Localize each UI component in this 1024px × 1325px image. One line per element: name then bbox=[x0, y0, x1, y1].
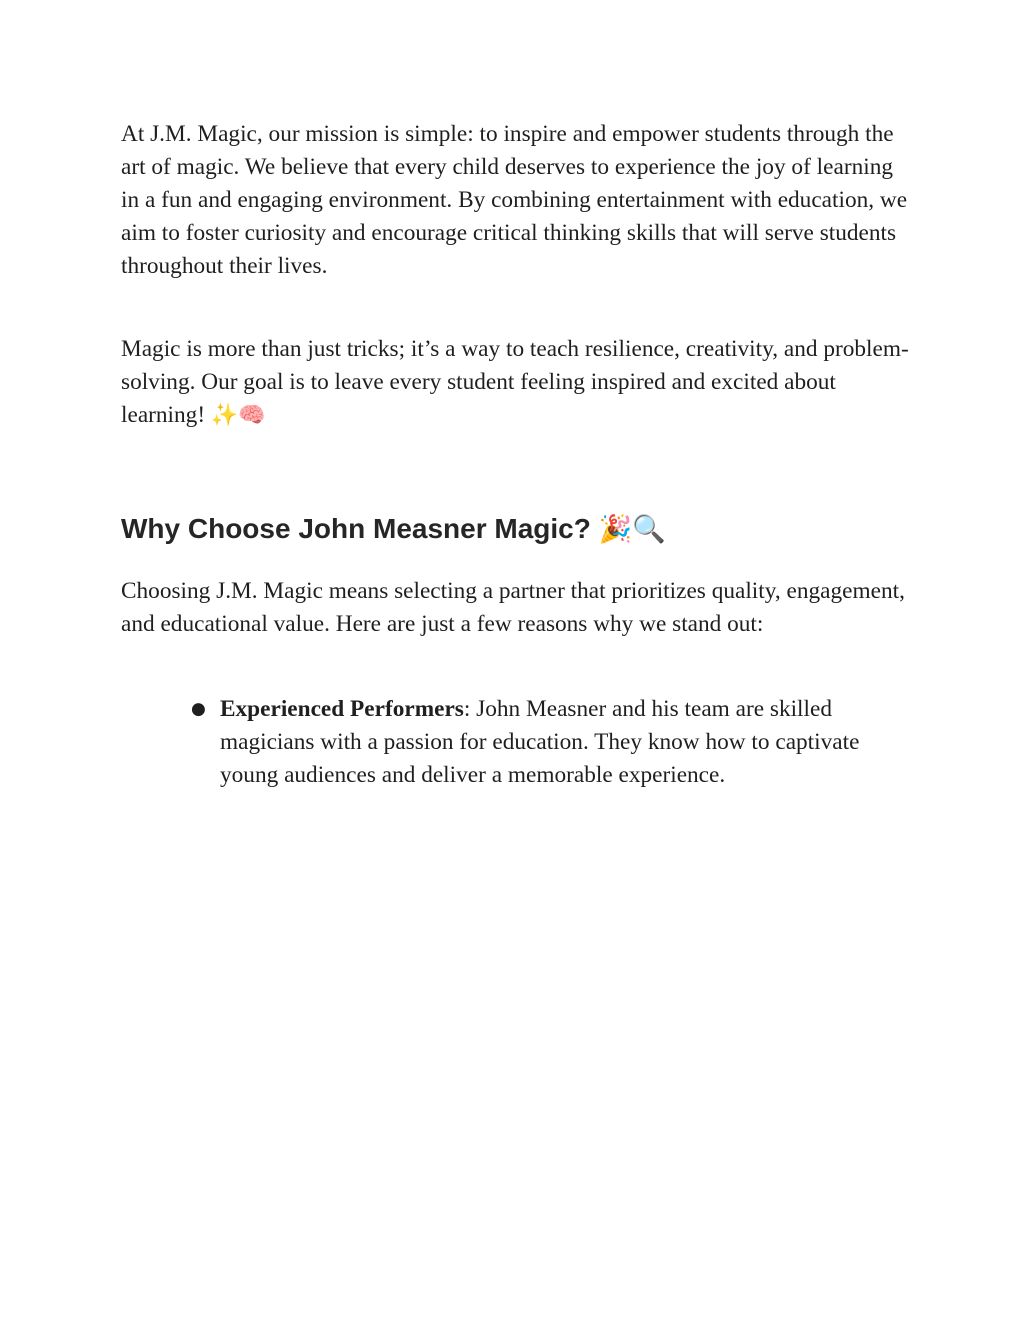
list-item-text: : John Measner and his team are skilled magicians with a passion for education. They know how to captivate young audiences and deliver a memorable experience. bbox=[220, 696, 860, 788]
section-intro-paragraph: Choosing J.M. Magic means selecting a partner that prioritizes quality, engagement, and educational value. Here are just a few reasons why we stand out: bbox=[121, 578, 905, 637]
section-heading-text: Why Choose John Measner Magic? bbox=[121, 513, 599, 544]
list-item-term: Experienced Performers bbox=[220, 696, 464, 722]
party-popper-magnifier-icon: 🎉🔍 bbox=[598, 514, 666, 545]
section-heading bbox=[121, 511, 911, 548]
magic-more-paragraph bbox=[121, 333, 911, 432]
document-body bbox=[121, 118, 911, 792]
list-item bbox=[191, 693, 911, 792]
sparkles-brain-icon: ✨🧠 bbox=[210, 403, 266, 428]
bullet-icon: ● bbox=[191, 699, 206, 719]
magic-more-text: Magic is more than just tricks; it’s a way to teach resilience, creativity, and problem-solving. Our goal is to leave every student feeling inspired and excited about learning! bbox=[121, 336, 909, 428]
reasons-list bbox=[121, 693, 911, 792]
mission-paragraph: At J.M. Magic, our mission is simple: to inspire and empower students through the art of magic. We believe that every child deserves to experience the joy of learning in a fun and engaging environment. By combining entertainment with education, we aim to foster curiosity and encourage critical thinking skills that will serve students throughout their lives. bbox=[121, 121, 908, 279]
